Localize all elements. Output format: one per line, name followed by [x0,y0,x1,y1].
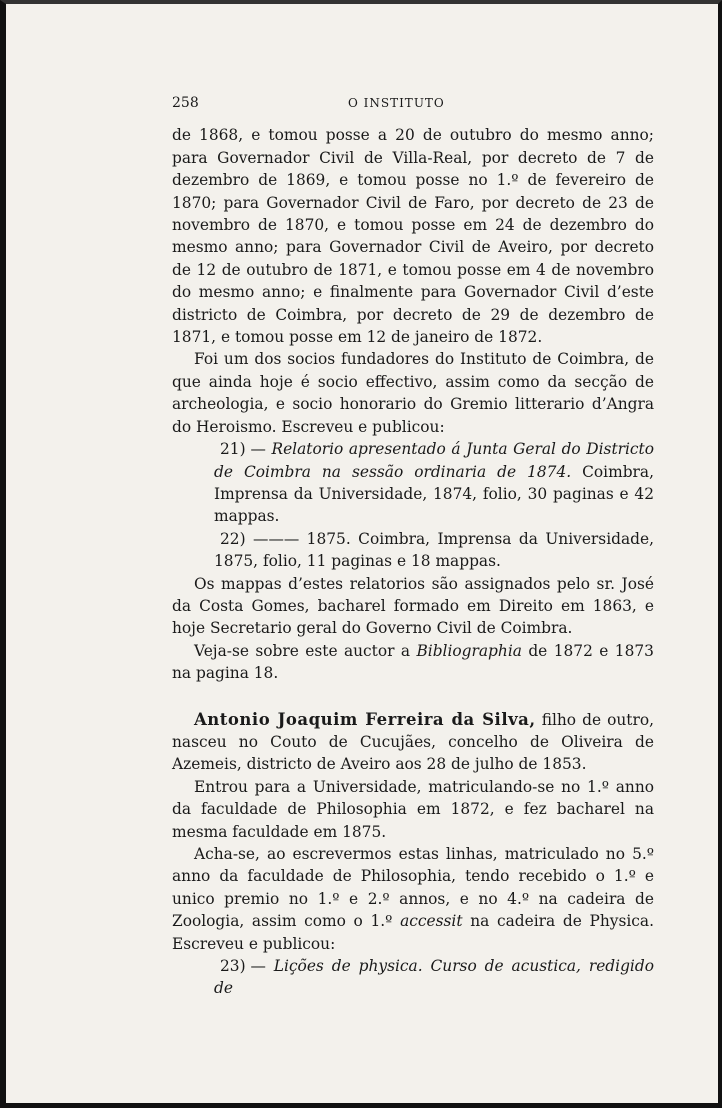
running-header [172,92,654,114]
entry-number: 21) — [220,440,266,459]
paragraph-biography [172,709,654,776]
running-title: O INSTITUTO [347,96,445,110]
text-span: na cadeira de Physica. Escreveu e publicou: [172,912,654,953]
page-number: 258 [172,95,199,111]
entry-title: Relatorio apresentado á Junta Geral do Districto de Coimbra na sessão ordinaria de 1874. [214,440,654,481]
paragraph-founder: Foi um dos socios fundadores do Instituto de Coimbra, de que ainda hoje é socio effectivo, assim como da secção de archeologia, e socio honorario do Gremio litterario d’Angra do Heroismo. Escreveu e publicou: [172,350,654,436]
text-span: Veja-se sobre este auctor a [194,641,411,660]
bibliography-entry-22 [172,528,654,573]
document-page [172,92,654,1000]
entry-imprint: Coimbra, Imprensa da Universidade, 1874, folio, 30 paginas e 42 mappas. [214,462,654,526]
bibliography-entry-21 [172,438,654,528]
person-name: Antonio Joaquim Ferreira da Silva, [194,709,536,729]
paragraph-maps: Os mappas d’estes relatorios são assignados pelo sr. José da Costa Gomes, bacharel formado em Direito em 1863, e hoje Secretario geral do Governo Civil de Coimbra. [172,574,654,638]
text-span: de 1872 e 1873 na pagina 18. [172,641,654,683]
paragraph-see-also [172,640,654,685]
bibliography-entry-23 [172,955,654,1000]
text-span: Acha-se, ao escrevermos estas linhas, matriculado no 5.º anno da faculdade de Philosophia, tendo recebido o 1.º e unico premio no 1.º e 2.º annos, e no 4.º na cadeira de Zoologia, assim como o 1.º [172,845,654,931]
paragraph-studies [172,843,654,955]
entry-imprint: 1875. Coimbra, Imprensa da Universidade, 1875, folio, 11 paginas e 18 mappas. [214,529,654,571]
accessit-term: accessit [400,912,463,931]
text-span: filho de outro, nasceu no Couto de Cucujães, concelho de Oliveira de Azemeis, districto de Aveiro aos 28 de julho de 1853. [172,710,654,774]
entry-number: 23) — [220,957,266,976]
ditto-dash: ——— [253,529,300,548]
paragraph-career: de 1868, e tomou posse a 20 de outubro do mesmo anno; para Governador Civil de Villa-Real, por decreto de 7 de dezembro de 1869, e tomou posse no 1.º de fevereiro de 1870; para Governador Civil de Faro, por decreto de 23 de novembro de 1870, e tomou posse em 24 de dezembro do mesmo anno; para Governador Civil de Aveiro, por decreto de 12 de outubro de 1871, e tomou posse em 4 de novembro do mesmo anno; e finalmente para Governador Civil d’este districto de Coimbra, por decreto de 29 de dezembro de 1871, e tomou posse em 12 de janeiro de 1872. [172,126,654,347]
entry-number: 22) [220,529,246,548]
paragraph-university: Entrou para a Universidade, matriculando-se no 1.º anno da faculdade de Philosophia em 1872, e fez bacharel na mesma faculdade em 1875. [172,777,654,841]
bibliographia-title: Bibliographia [416,641,522,660]
entry-title: Lições de physica. Curso de acustica, redigido de [214,957,654,998]
